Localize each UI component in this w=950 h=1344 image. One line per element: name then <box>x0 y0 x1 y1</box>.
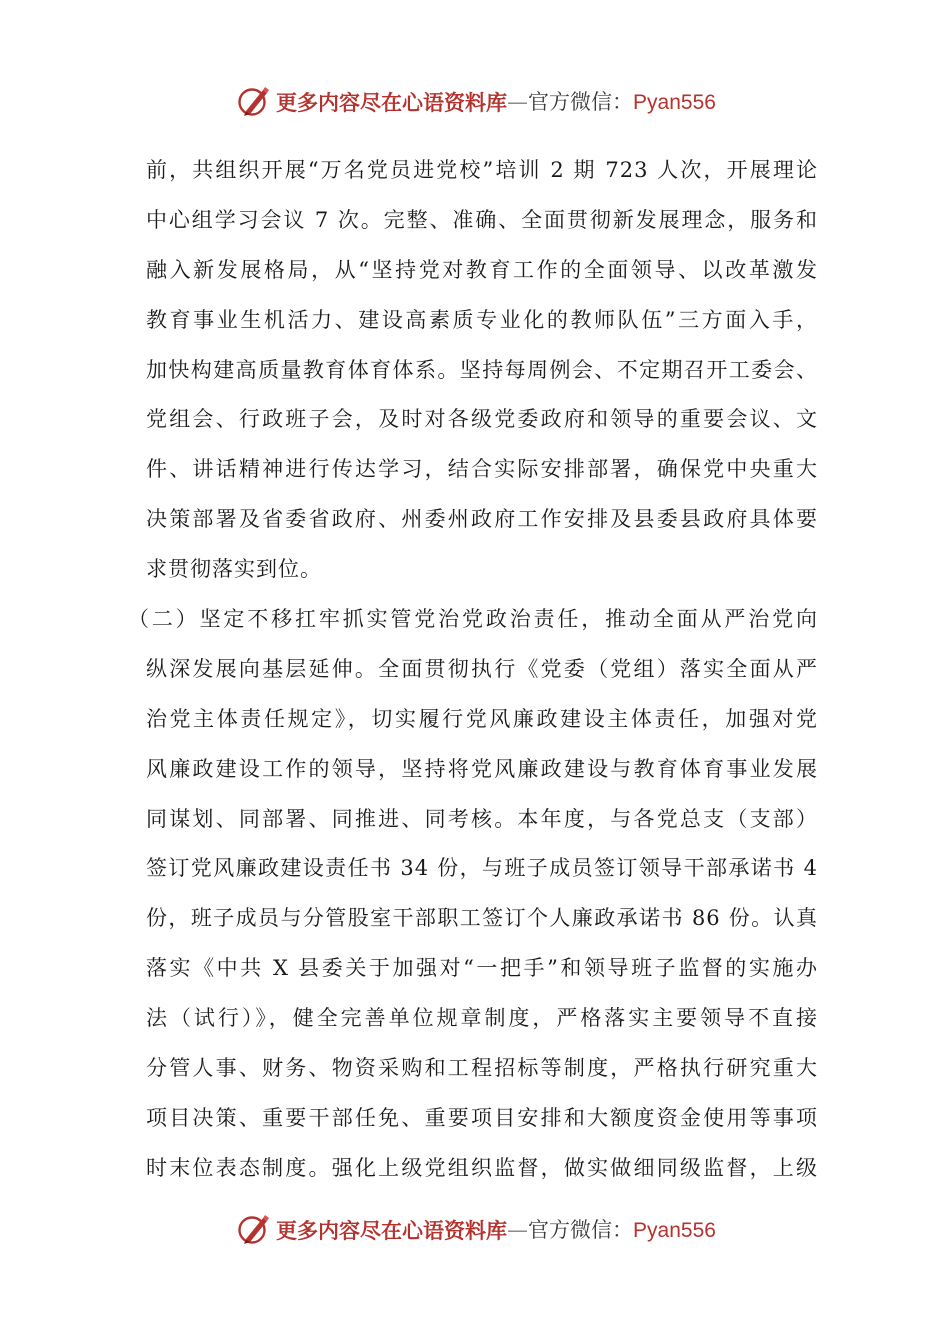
footer-watermark-banner <box>0 1208 950 1252</box>
body-text <box>128 146 818 1194</box>
text-line: 党组会、行政班子会，及时对各级党委政府和领导的重要会议、文 <box>146 407 818 432</box>
text-line: 同谋划、同部署、同推进、同考核。本年度，与各党总支（支部） <box>146 806 818 831</box>
text-line: 落实《中共 X 县委关于加强对“一把手”和领导班子监督的实施办 <box>146 956 818 981</box>
text-line: 份，班子成员与分管股室干部职工签订个人廉政承诺书 86 份。认真 <box>146 906 818 931</box>
text-line: 中心组学习会议 7 次。完整、准确、全面贯彻新发展理念，服务和 <box>146 207 818 232</box>
pen-logo-icon <box>234 82 274 122</box>
pen-logo-icon <box>234 1210 274 1250</box>
text-line: 分管人事、财务、物资采购和工程招标等制度，严格执行研究重大 <box>146 1056 818 1081</box>
banner-account: Pyan556 <box>633 1218 716 1242</box>
banner-account: Pyan556 <box>633 90 716 114</box>
text-line: 教育事业生机活力、建设高素质专业化的教师队伍”三方面入手， <box>146 307 818 332</box>
banner-dash: — <box>507 1217 529 1242</box>
text-line: 法（试行）》，健全完善单位规章制度，严格落实主要领导不直接 <box>146 1006 818 1031</box>
text-line: 求贯彻落实到位。 <box>146 557 322 582</box>
text-line: 融入新发展格局，从“坚持党对教育工作的全面领导、以改革激发 <box>146 257 818 282</box>
header-watermark-banner <box>0 80 950 124</box>
text-line: 风廉政建设工作的领导，坚持将党风廉政建设与教育体育事业发展 <box>146 756 818 781</box>
banner-wechat-label: 官方微信： <box>528 89 634 114</box>
text-line: 件、讲话精神进行传达学习，结合实际安排部署，确保党中央重大 <box>146 457 818 482</box>
banner-brand: 更多内容尽在心语资料库 <box>276 1217 508 1243</box>
banner-wechat-label: 官方微信： <box>528 1217 634 1242</box>
text-line: 时末位表态制度。强化上级党组织监督，做实做细同级监督，上级 <box>146 1155 818 1180</box>
banner-brand: 更多内容尽在心语资料库 <box>276 89 508 115</box>
banner-dash: — <box>507 89 529 114</box>
text-line: 纵深发展向基层延伸。全面贯彻执行《党委（党组）落实全面从严 <box>146 656 818 681</box>
text-line: 决策部署及省委省政府、州委州政府工作安排及县委县政府具体要 <box>146 507 818 532</box>
text-line: 加快构建高质量教育体育体系。坚持每周例会、不定期召开工委会、 <box>146 357 818 382</box>
text-line: 治党主体责任规定》，切实履行党风廉政建设主体责任，加强对党 <box>146 706 818 731</box>
section-heading-line: （二）坚定不移扛牢抓实管党治党政治责任，推动全面从严治党向 <box>128 607 818 632</box>
text-line: 项目决策、重要干部任免、重要项目安排和大额度资金使用等事项 <box>146 1105 818 1130</box>
text-line: 前，共组织开展“万名党员进党校”培训 2 期 723 人次，开展理论 <box>146 158 818 182</box>
text-line: 签订党风廉政建设责任书 34 份，与班子成员签订领导干部承诺书 4 <box>146 856 818 881</box>
